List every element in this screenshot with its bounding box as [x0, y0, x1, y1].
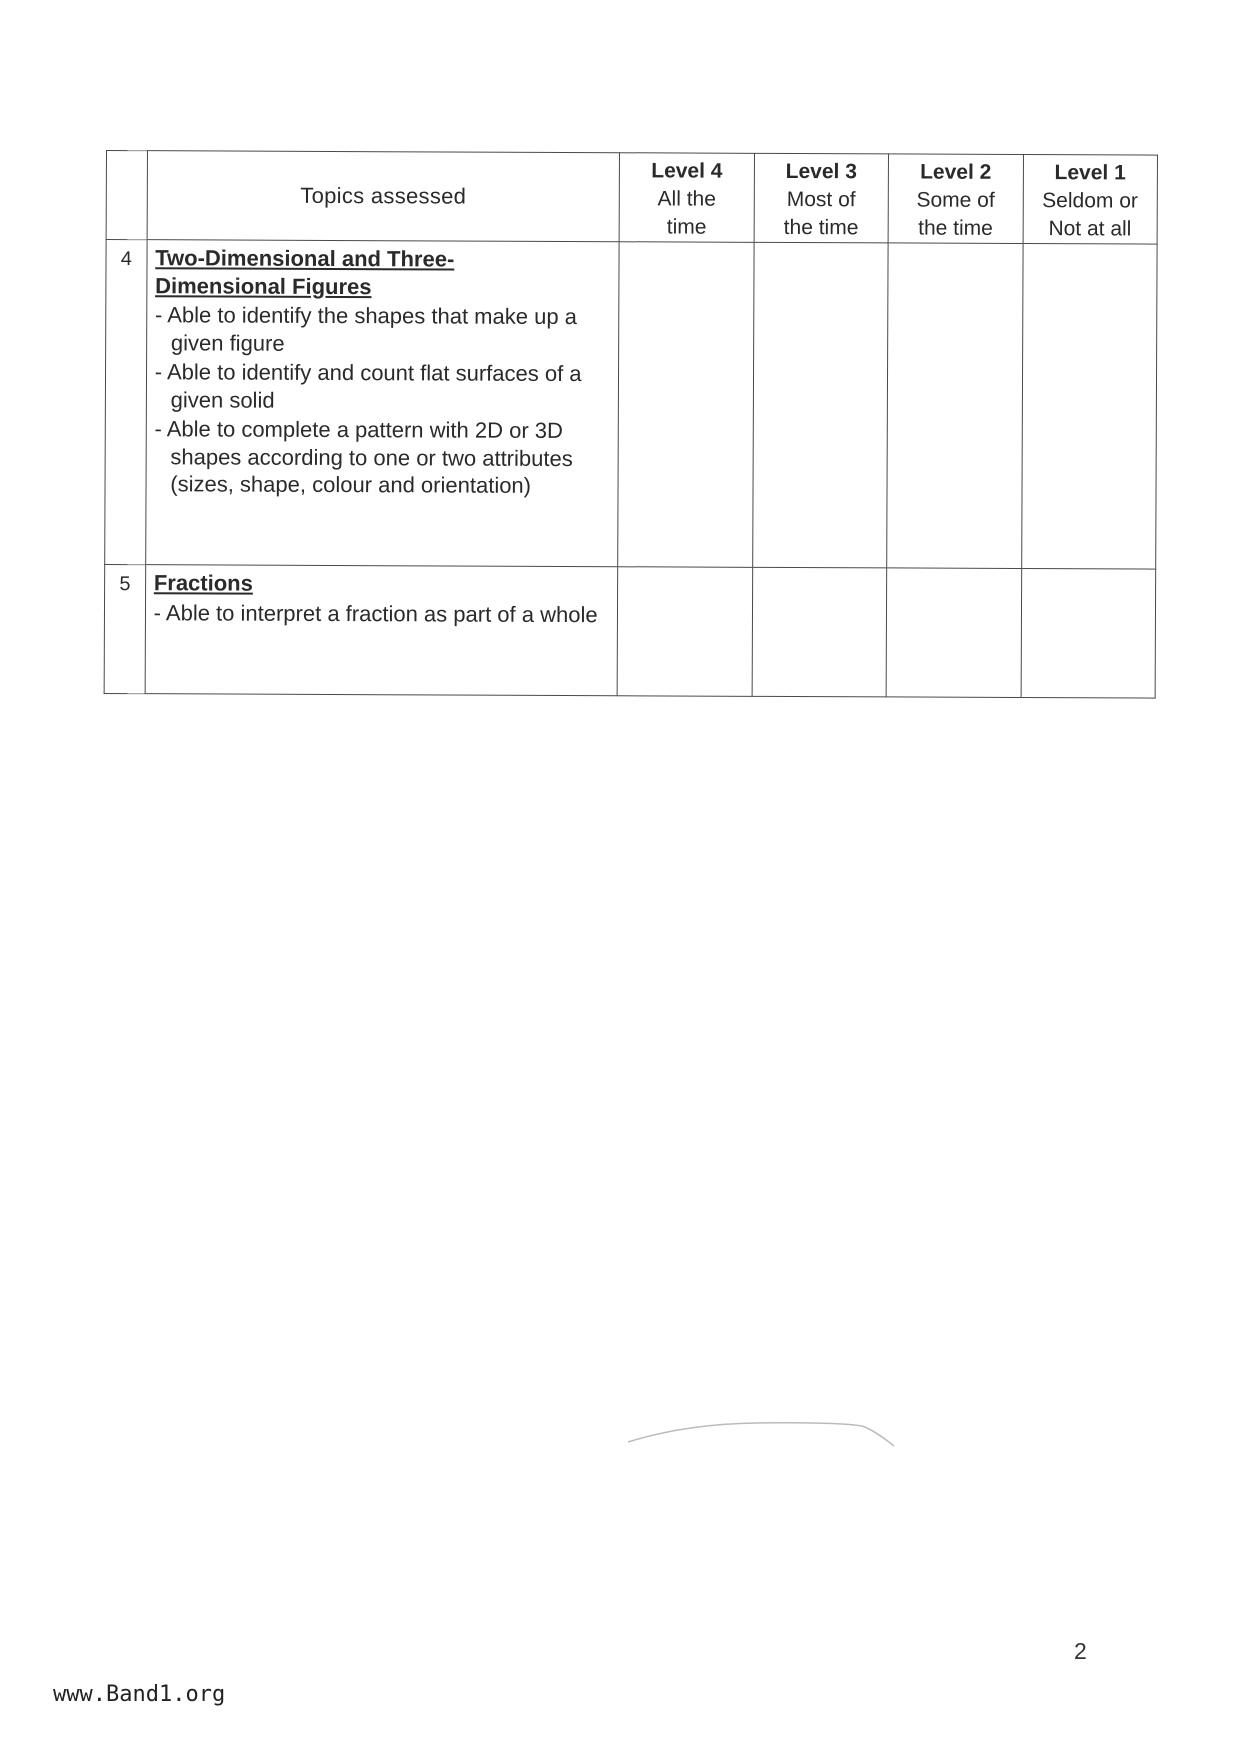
header-number-cell [106, 151, 147, 240]
scan-artifact-mark [626, 1420, 896, 1450]
rating-cell-level-2[interactable] [886, 568, 1021, 698]
rating-cell-level-3[interactable] [752, 242, 888, 568]
rating-cell-level-4[interactable] [618, 242, 754, 568]
header-level-3 [754, 153, 889, 243]
topic-cell [145, 565, 618, 696]
level-3-title: Level 3 [785, 159, 857, 184]
page-number: 2 [1074, 1638, 1087, 1664]
header-level-1 [1023, 155, 1158, 245]
level-4-desc: All the time [657, 187, 716, 239]
rating-cell-level-2[interactable] [887, 243, 1023, 569]
rating-cell-level-3[interactable] [752, 567, 887, 697]
row-number: 4 [105, 240, 147, 565]
criterion-item: - Able to identify and count flat surfaces of a given solid [154, 359, 582, 413]
header-level-2 [888, 154, 1023, 244]
header-level-4 [619, 153, 754, 243]
topic-cell [145, 240, 619, 567]
table-row [104, 564, 1156, 698]
rating-cell-level-4[interactable] [617, 567, 752, 697]
level-2-desc: Some of the time [916, 188, 995, 240]
criterion-item: - Able to complete a pattern with 2D or 3D shapes according to one or two attributes (sizes, shape, colour and orientation) [154, 416, 573, 498]
criterion-item: - Able to interpret a fraction as part of a whole [153, 599, 598, 627]
criterion-item: - Able to identify the shapes that make up a given figure [154, 302, 578, 356]
rating-cell-level-1[interactable] [1021, 568, 1156, 698]
criteria-list [154, 301, 612, 499]
header-topics-assessed: Topics assessed [147, 151, 620, 242]
level-4-title: Level 4 [651, 159, 723, 183]
table-row [105, 240, 1157, 570]
level-1-title: Level 1 [1054, 161, 1126, 185]
row-number: 5 [104, 564, 145, 693]
criteria-list [154, 599, 612, 628]
watermark-url[interactable]: www.Band1.org [53, 1682, 226, 1707]
topic-title: Two-Dimensional and Three-Dimensional Figures [155, 245, 455, 299]
level-2-title: Level 2 [920, 160, 992, 184]
topic-title: Fractions [153, 570, 253, 596]
header-row [106, 151, 1157, 245]
rating-cell-level-1[interactable] [1021, 244, 1157, 570]
level-3-desc: Most of the time [783, 187, 859, 240]
level-1-desc: Seldom or Not at all [1042, 189, 1138, 241]
assessment-table [104, 150, 1158, 699]
